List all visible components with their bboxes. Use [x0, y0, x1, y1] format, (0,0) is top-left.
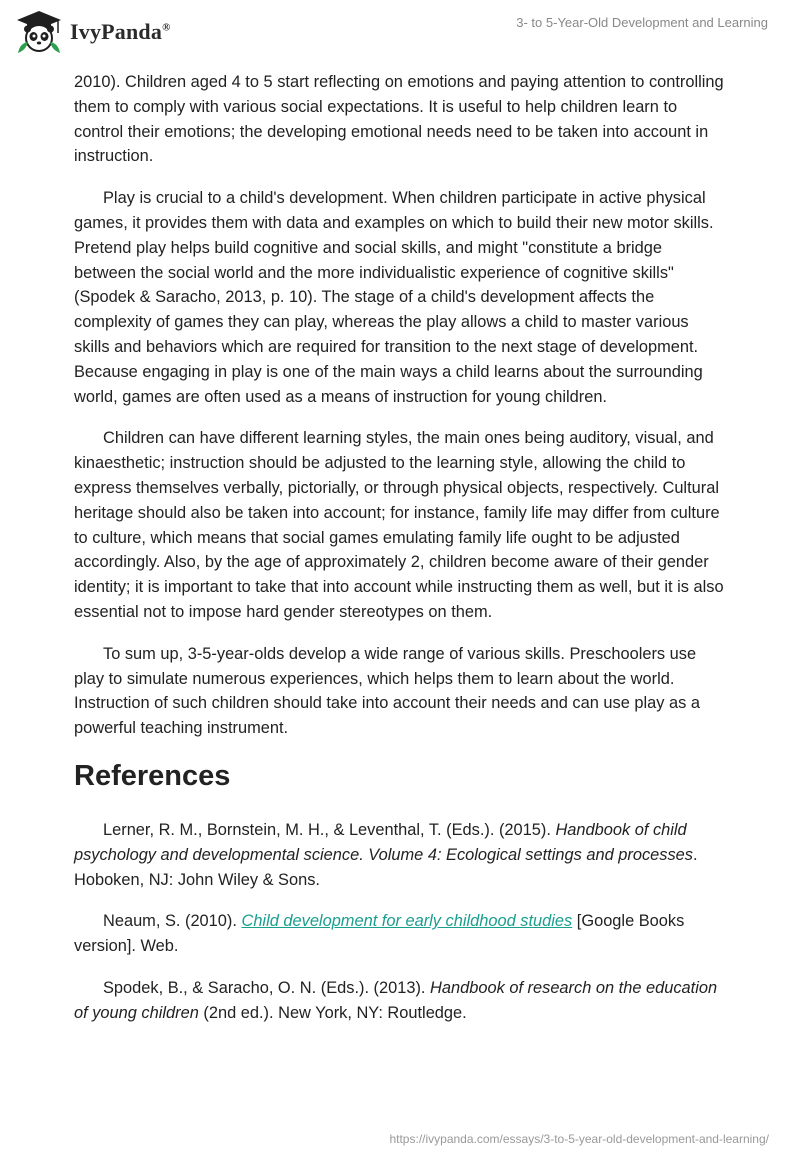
brand-name: IvyPanda®: [70, 19, 171, 44]
footer-url: https://ivypanda.com/essays/3-to-5-year-old-development-and-learning/: [389, 1132, 769, 1146]
panda-logo-icon: [14, 9, 64, 55]
essay-content: [74, 70, 724, 1043]
reference-item: Lerner, R. M., Bornstein, M. H., & Leventhal, T. (Eds.). (2015). Handbook of child psychology and developmental science. Volume 4: Ecological settings and processes. Hoboken, NJ: John Wiley & Sons.: [74, 820, 698, 889]
reference-link[interactable]: Child development for early childhood studies: [241, 912, 573, 931]
references-heading: References: [74, 759, 231, 792]
body-paragraph: 2010). Children aged 4 to 5 start reflecting on emotions and paying attention to controlling them to comply with various social expectations. It is useful to help children learn to control their emotions; the developing emotional needs need to be taken into account in instruction.: [74, 73, 724, 166]
reference-title: Handbook of research on the education of young children: [74, 978, 718, 1022]
body-paragraph: Children can have different learning styles, the main ones being auditory, visual, and kinaesthetic; instruction should be adjusted to the learning style, allowing the child to express themselves verbally, pictorially, or through physical objects, respectively. Cultural heritage should also be taken into account; for instance, family life may differ from culture to culture, which means that social games emulating family life ought to be adjusted accordingly. Also, by the age of approximately 2, children become aware of their gender identity; it is important to take that into account while instructing them as well, but it is also essential not to impose hard gender stereotypes on them.: [74, 429, 724, 621]
page-header: [0, 0, 800, 66]
body-paragraph: To sum up, 3-5-year-olds develop a wide range of various skills. Preschoolers use play to simulate numerous experiences, which helps them to learn about the world. Instruction of such children should take into account their needs and can use play as a powerful teaching instrument.: [74, 644, 700, 738]
reference-item: Neaum, S. (2010). Child development for early childhood studies [Google Books version]. Web.: [74, 912, 685, 956]
document-title: 3- to 5-Year-Old Development and Learning: [516, 15, 768, 30]
body-paragraph: Play is crucial to a child's development. When children participate in active physical games, it provides them with data and examples on which to build their new motor skills. Pretend play helps build cognitive and social skills, and might "constitute a bridge between the social world and the more individualistic experience of cognitive skills" (Spodek & Saracho, 2013, p. 10). The stage of a child's development affects the complexity of games they can play, whereas the play allows a child to master various skills and behaviors which are required for transition to the next stage of development. Because engaging in play is one of the main ways a child learns about the surrounding world, games are often used as a means of instruction for young children.: [74, 189, 714, 406]
reference-item: Spodek, B., & Saracho, O. N. (Eds.). (2013). Handbook of research on the education of young children (2nd ed.). New York, NY: Routledge.: [74, 978, 718, 1022]
reference-title: Handbook of child psychology and developmental science. Volume 4: Ecological settings and processes: [74, 820, 693, 864]
logo[interactable]: [14, 8, 171, 56]
